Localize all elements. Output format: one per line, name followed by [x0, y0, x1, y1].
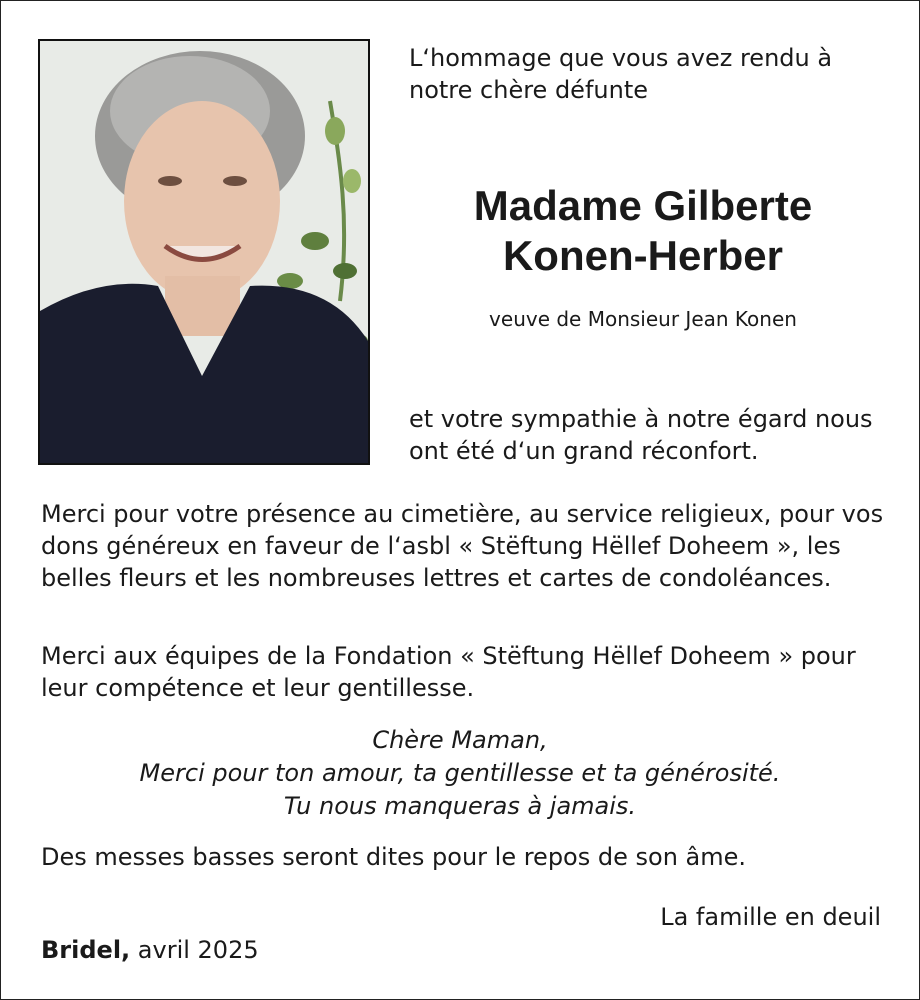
intro-text: L‘hommage que vous avez rendu à notre chère défunte [409, 44, 833, 104]
thanks-paragraph-1: Merci pour votre présence au cimetière, au service religieux, pour vos dons généreux en faveur de l‘asbl « Stëftung Hëllef Doheem », les belles fleurs et les nombreuses lettres et cartes de condoléances. [41, 500, 884, 592]
deceased-name [393, 181, 893, 281]
date-text: avril 2025 [137, 936, 259, 964]
masses-text: Des messes basses seront dites pour le repos de son âme. [41, 843, 747, 871]
widow-of-text: veuve de Monsieur Jean Konen [489, 307, 797, 331]
place-name: Bridel, [41, 936, 131, 964]
sympathy-text: et votre sympathie à notre égard nous ont été d‘un grand réconfort. [409, 405, 873, 465]
name-line-2: Konen-Herber [502, 232, 784, 279]
portrait-photo [38, 39, 370, 465]
place-date [41, 934, 259, 966]
poem-line-3: Tu nous manqueras à jamais. [283, 792, 637, 820]
poem-line-1: Chère Maman, [372, 726, 548, 754]
thanks-paragraph-2: Merci aux équipes de la Fondation « Stëftung Hëllef Doheem » pour leur compétence et leur gentillesse. [41, 642, 856, 702]
family-signature: La famille en deuil [660, 903, 881, 931]
name-line-1: Madame Gilberte [473, 182, 813, 229]
poem-line-2: Merci pour ton amour, ta gentillesse et ta générosité. [139, 759, 781, 787]
